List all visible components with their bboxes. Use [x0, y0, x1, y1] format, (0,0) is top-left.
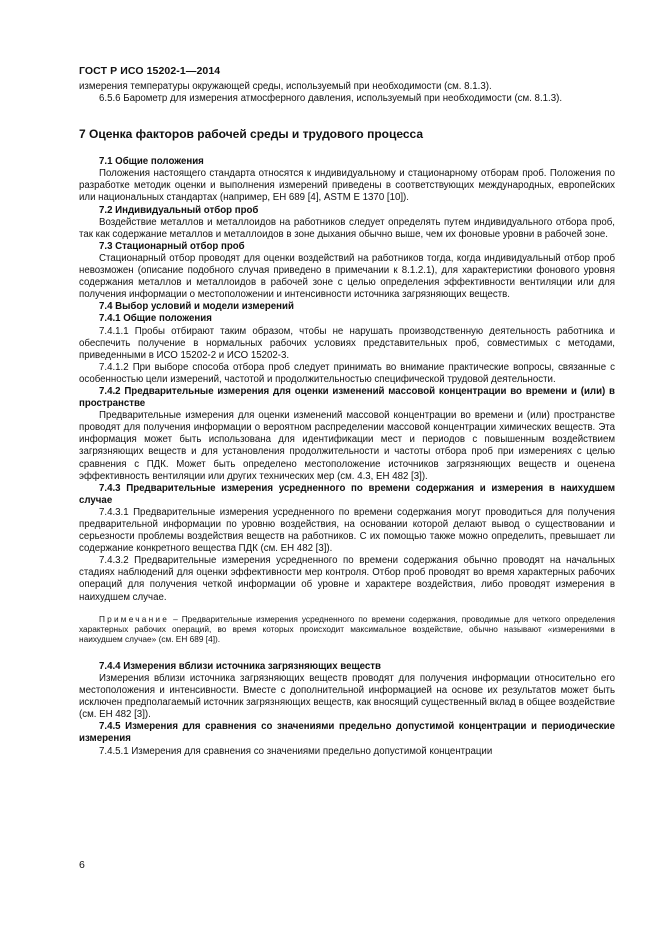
note [79, 614, 615, 645]
paragraph: 7.4.1.1 Пробы отбирают таким образом, чтобы не нарушать производственную деятельность работника и обеспечить получение в нормальных рабочих условиях представительных проб, совместимых с методами, приведенными в ИСО 15202-2 и ИСО 15202-3. [79, 325, 615, 361]
paragraph: Воздействие металлов и металлоидов на работников следует определять путем индивидуального отбора проб, так как содержание металлов и металлоидов в зоне дыхания обычно выше, чем их фоновые уровни в рабочей зоне. [79, 216, 615, 240]
note-text: – Предварительные измерения усредненного по времени содержания, проводимые для четкого определения характерных рабочих операций, во время которых происходит максимальное воздействие, обычно называют «измерениями в наихудшем случае» (см. ЕН 689 [4]). [79, 613, 615, 645]
subsection-heading: 7.1 Общие положения [99, 156, 204, 168]
subsection-heading: 7.4.2 Предварительные измерения для оценки изменений массовой концентрации во времени и (или) в пространстве [79, 385, 615, 410]
page-number: 6 [79, 859, 85, 871]
document-body [79, 81, 615, 758]
paragraph: Предварительные измерения для оценки изменений массовой концентрации во времени и (или) пространстве проводят для получения информации о вероятном распределении массовой концентрации химических веществ. Эта информация может быть использована для идентификации мест и периодов с повышенным воздействием загрязняющих веществ и для установления продолжительности и частоты отбора проб при измерениях с целью сравнения с ПДК. Может быть определено местоположение источников загрязняющих веществ и оценена эффективность вентиляции или других технических мер (см. 4.3, ЕН 482 [3]). [79, 410, 615, 482]
subsection-heading: 7.4.3 Предварительные измерения усредненного по времени содержания и измерения в наихудшем случае [79, 482, 615, 506]
paragraph: 7.4.5.1 Измерения для сравнения со значениями предельно допустимой концентрации [99, 745, 493, 757]
subsection-heading: 7.2 Индивидуальный отбор проб [99, 204, 259, 216]
paragraph: 7.4.3.2 Предварительные измерения усредненного по времени содержания обычно проводят на начальных стадиях наблюдений для оценки эффективности мер контроля. Отбор проб проводят во время характерных рабочих операций для получения четкой информации об уровне и характере воздействия, либо проводят измерения в наихудшем случае. [79, 555, 615, 603]
subsection-heading: 7.3 Стационарный отбор проб [99, 240, 245, 252]
section-heading [79, 127, 615, 141]
document-header: ГОСТ Р ИСО 15202-1—2014 [79, 65, 221, 77]
section-heading-text: 7 Оценка факторов рабочей среды и трудового процесса [79, 127, 424, 142]
paragraph: 7.4.3.1 Предварительные измерения усредненного по времени содержания могут проводиться для получения предварительной информации по уровню воздействия, на основании которой делают вывод о существовании и серьезности проблемы воздействия веществ на работников. С их помощью также можно определить, превышает ли содержание конкретного вещества ПДК (см. ЕН 482 [3]). [79, 506, 615, 555]
paragraph: Положения настоящего стандарта относятся к индивидуальному и стационарному отборам проб. Положения по разработке методик оценки и выполнения измерений приведены в соответствующих международных, европейских или национальных стандартах (например, ЕН 689 [4], ASTM E 1370 [10]). [79, 168, 615, 204]
paragraph: 7.4.1.2 При выборе способа отбора проб следует принимать во внимание практические вопросы, связанные с особенностью цели измерений, частотой и продолжительностью специфической трудовой деятельности. [79, 361, 615, 385]
note-label: Примечание [99, 613, 170, 624]
subsection-heading: 7.4 Выбор условий и модели измерений [99, 301, 294, 313]
subsection-heading: 7.4.1 Общие положения [99, 313, 212, 325]
paragraph: 6.5.6 Барометр для измерения атмосферного давления, используемый при необходимости (см. 8.1.3). [99, 93, 563, 105]
subsection-heading: 7.4.4 Измерения вблизи источника загрязняющих веществ [99, 660, 382, 672]
paragraph: Измерения вблизи источника загрязняющих веществ проводят для получения информации относительно его местоположения и интенсивности. Вместе с дополнительной информацией на основе их результатов может быть исключен предполагаемый источник загрязняющих веществ, как вносящий существенный вклад в общее воздействие (см. ЕН 482 [3]). [79, 672, 615, 721]
paragraph: измерения температуры окружающей среды, используемый при необходимости (см. 8.1.3). [79, 81, 492, 92]
subsection-heading: 7.4.5 Измерения для сравнения со значениями предельно допустимой концентрации и периодические измерения [79, 721, 615, 745]
paragraph: Стационарный отбор проводят для оценки воздействий на работников тогда, когда индивидуальный отбор проб невозможен (описание подобного случая приведено в примечании к 8.1.2.1), для характеристики фонового уровня содержания металлов и металлоидов в рабочей зоне с целью определения эффективности вентиляции или для получения информации о местоположении и интенсивности источника загрязняющих веществ. [79, 252, 615, 301]
